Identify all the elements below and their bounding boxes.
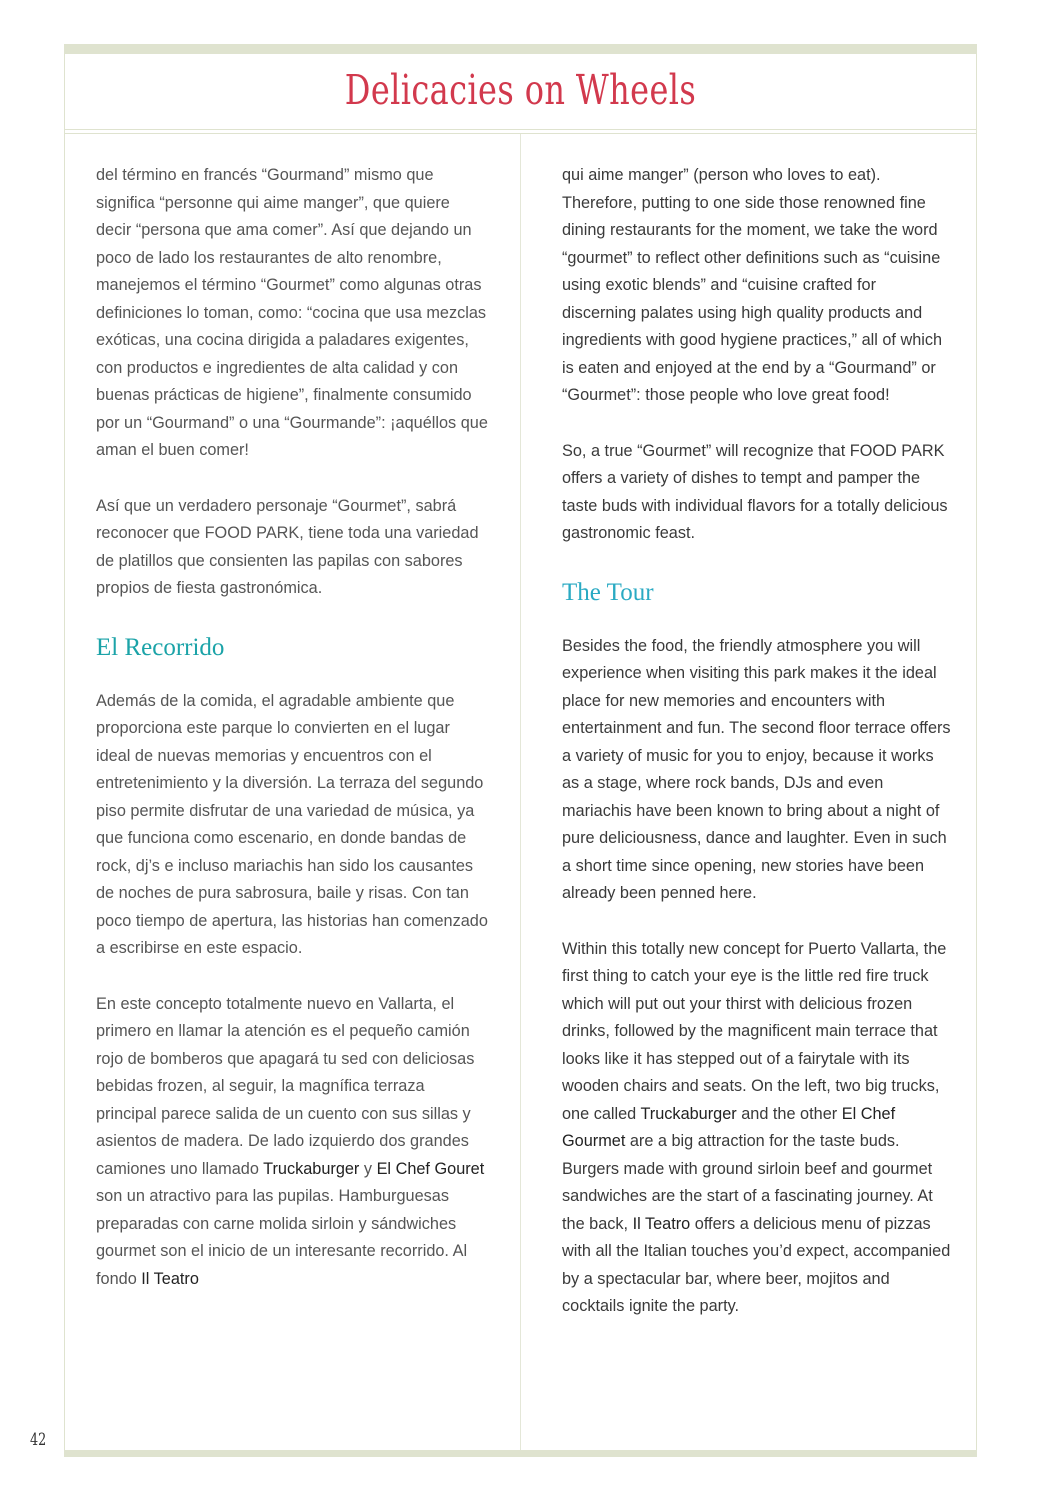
title-box: [64, 54, 977, 130]
spanish-column: [96, 162, 488, 1321]
truck-name-truckaburger: Truckaburger: [640, 1104, 737, 1123]
text-run: and the other: [736, 1104, 842, 1123]
paragraph-4: [562, 936, 954, 1321]
paragraph-3: Además de la comida, el agradable ambiente que proporciona este parque lo convierten en el lugar ideal de nuevas memorias y encuentros con el entretenimiento y la diversión. La terraza del segundo piso permite disfrutar de una variedad de música, ya que funciona como escenario, en donde bandas de rock, dj’s e incluso mariachis han sido los causantes de noches de pura sabrosura, baile y risas. Con tan poco tiempo de apertura, las historias han comenzado a escribirse en este espacio.: [96, 691, 488, 957]
paragraph-1: del término en francés “Gourmand” mismo que significa “personne qui aime manger”, que quiere decir “persona que ama comer”. Así que dejando un poco de lado los restaurantes de alto renombre, manejemos el término “Gourmet” como algunas otras definiciones lo toman, como: “cocina que usa mezclas exóticas, una cocina dirigida a paladares exigentes, con productos e ingredientes de alta calidad y con buenas prácticas de higiene”, finalmente consumido por un “Gourmand” o una “Gourmande”: ¡aquéllos que aman el buen comer!: [96, 166, 488, 459]
english-column: [562, 162, 954, 1349]
paragraph-1: qui aime manger” (person who loves to eat). Therefore, putting to one side those renowned fine dining restaurants for the moment, we take the word “gourmet” to reflect other definitions such as “cuisine using exotic blends” and “cuisine crafted for discerning palates using high quality products and ingredients with good hygiene practices,” all of which is eaten and enjoyed at the end by a “Gourmand” or “Gourmet”: those people who love great food!: [562, 166, 943, 404]
section-heading: El Recorrido: [96, 633, 225, 661]
truck-name-truckaburger: Truckaburger: [263, 1159, 360, 1178]
bottom-rule: [64, 1450, 977, 1457]
restaurant-name-teatro: Il Teatro: [632, 1214, 691, 1233]
truck-name-chef: El Chef Gourmet: [562, 1104, 896, 1150]
text-run: Within this totally new concept for Puerto Vallarta, the first thing to catch your eye is the little red fire truck which will put out your thirst with delicious frozen drinks, followed by the magnificent main terrace that looks like it has stepped out of a fairytale with its wooden chairs and seats. On the left, two big trucks, one called: [562, 939, 947, 1123]
text-run: y: [359, 1159, 377, 1178]
paragraph-2: Así que un verdadero personaje “Gourmet”, sabrá reconocer que FOOD PARK, tiene toda una variedad de platillos que consienten las papilas con sabores propios de fiesta gastronómica.: [96, 496, 479, 597]
truck-name-chef: El Chef Gouret: [376, 1159, 485, 1178]
text-run: En este concepto totalmente nuevo en Vallarta, el primero en llamar la atención es el pequeño camión rojo de bomberos que apagará tu sed con deliciosas bebidas frozen, al seguir, la magnífica terraza principal parece salida de un cuento con sus sillas y asientos de madera. De lado izquierdo dos grandes camiones uno llamado: [96, 994, 475, 1178]
paragraph-4: [96, 991, 488, 1294]
text-run: are a big attraction for the taste buds. Burgers made with ground sirloin beef and gourmet sandwiches are the start of a fascinating journey. At the back,: [562, 1132, 933, 1233]
column-divider: [520, 134, 521, 1450]
text-run: son un atractivo para las pupilas. Hamburguesas preparadas con carne molida sirloin y sándwiches gourmet son el inicio de un interesante recorrido. Al fondo: [96, 1187, 468, 1288]
restaurant-name-teatro: Il Teatro: [141, 1269, 199, 1288]
text-run: offers a delicious menu of pizzas with all the Italian touches you’d expect, accompanied by a spectacular bar, where beer, mojitos and cocktails ignite the party.: [562, 1214, 951, 1315]
page-number: 42: [30, 1430, 47, 1450]
paragraph-3: Besides the food, the friendly atmosphere you will experience when visiting this park makes it the ideal place for new memories and encounters with entertainment and fun. The second floor terrace offers a variety of music for you to enjoy, because it works as a stage, where rock bands, DJs and even mariachis have been known to bring about a night of pure deliciousness, dance and laughter. Even in such a short time since opening, new stories have been already been penned here.: [562, 636, 951, 902]
top-rule: [64, 44, 977, 54]
paragraph-2: So, a true “Gourmet” will recognize that FOOD PARK offers a variety of dishes to tempt and pamper the taste buds with individual flavors for a totally delicious gastronomic feast.: [562, 441, 948, 542]
page-title: Delicacies on Wheels: [344, 66, 697, 114]
section-heading: The Tour: [562, 578, 654, 606]
